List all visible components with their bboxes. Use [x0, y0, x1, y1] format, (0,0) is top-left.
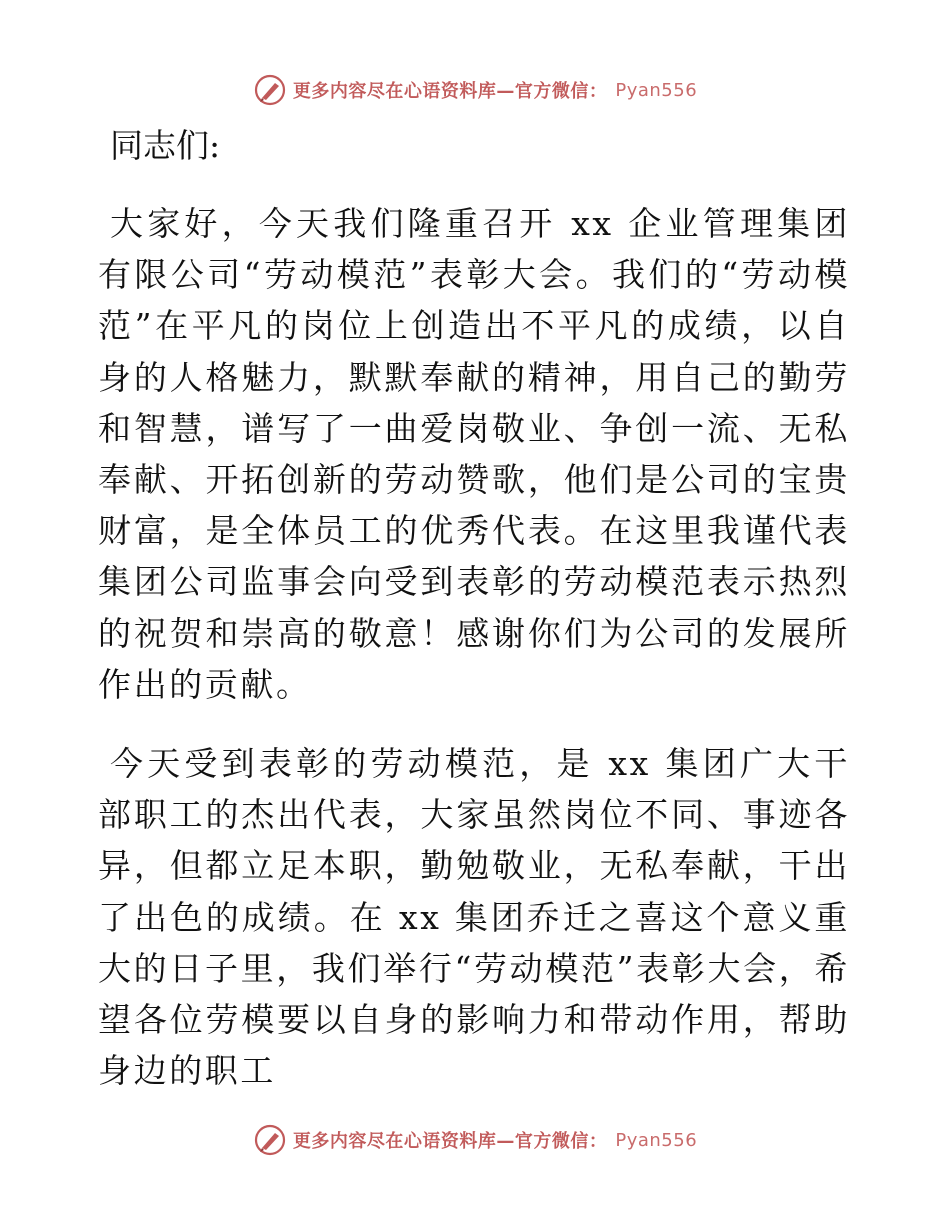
paragraph-2: 今天受到表彰的劳动模范，是 xx 集团广大干部职工的杰出代表，大家虽然岗位不同、事迹各异，但都立足本职，勤勉敬业，无私奉献，干出了出色的成绩。在 xx 集团乔迁之喜这个意义重大的日子里，我们举行“劳动模范”表彰大会，希望各位劳模要以自身的影响力和带动作用，帮助身边的职工 — [98, 744, 850, 1091]
quill-pen-logo-icon — [253, 1123, 287, 1157]
watermark-wechat-id: Pyan556 — [615, 79, 698, 101]
watermark-text: 更多内容尽在心语资料库—官方微信： — [292, 81, 608, 102]
watermark-wechat-id: Pyan556 — [615, 1129, 698, 1151]
header-watermark — [0, 70, 950, 110]
paragraph-1: 大家好，今天我们隆重召开 xx 企业管理集团有限公司“劳动模范”表彰大会。我们的“劳动模范”在平凡的岗位上创造出不平凡的成绩，以自身的人格魅力，默默奉献的精神，用自己的勤劳和智慧，谱写了一曲爱岗敬业、争创一流、无私奉献、开拓创新的劳动赞歌，他们是公司的宝贵财富，是全体员工的优秀代表。在这里我谨代表集团公司监事会向受到表彰的劳动模范表示热烈的祝贺和崇高的敬意！感谢你们为公司的发展所作出的贡献。 — [98, 204, 850, 704]
letter-body — [98, 120, 850, 1096]
quill-pen-logo-icon — [253, 73, 287, 107]
watermark-text: 更多内容尽在心语资料库—官方微信： — [292, 1131, 608, 1152]
footer-watermark — [0, 1120, 950, 1160]
salutation: 同志们: — [110, 126, 221, 165]
